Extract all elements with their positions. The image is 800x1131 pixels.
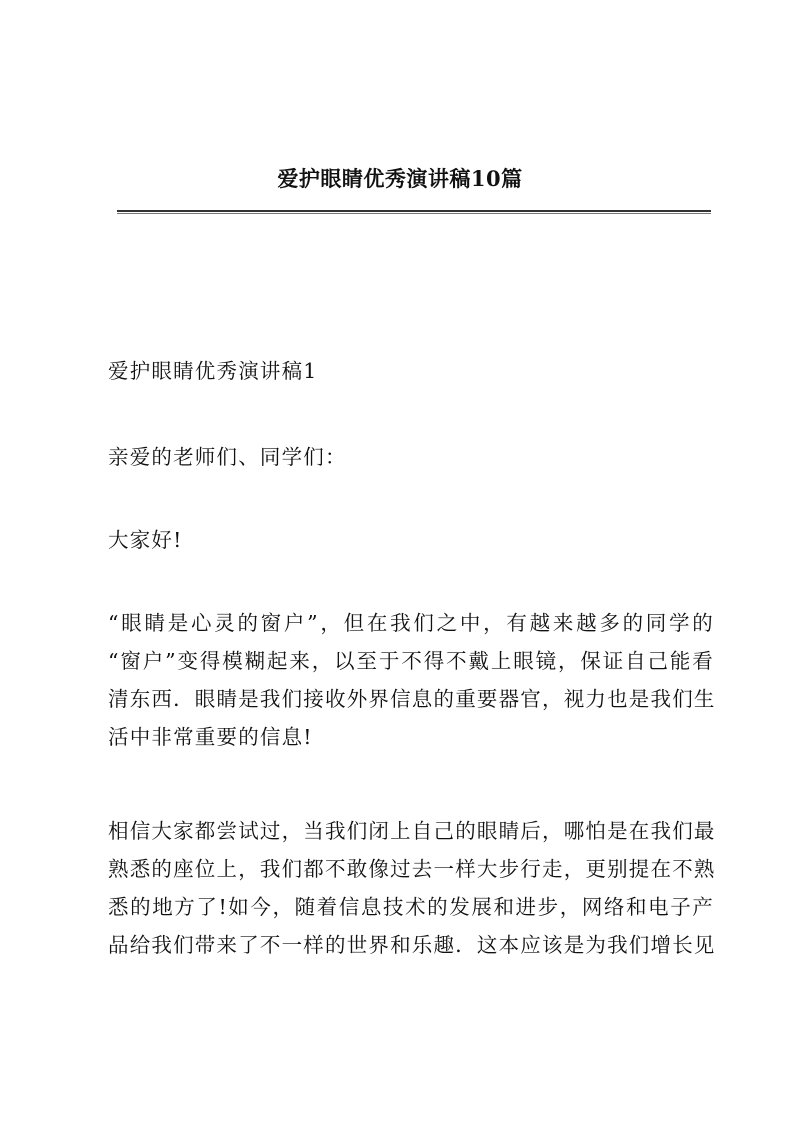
paragraph-1-line: 活中非常重要的信息! bbox=[108, 725, 313, 749]
paragraph-2 bbox=[108, 812, 714, 964]
paragraph-2-line: 品给我们带来了不一样的世界和乐趣．这本应该是为我们增长见 bbox=[108, 933, 716, 957]
section-heading: 爱护眼睛优秀演讲稿1 bbox=[108, 359, 318, 383]
paragraph-2-line: 熟悉的座位上，我们都不敢像过去一样大步行走，更别提在不熟 bbox=[108, 857, 716, 881]
salutation-line: 亲爱的老师们、同学们： bbox=[108, 445, 347, 469]
title-underline bbox=[117, 210, 711, 214]
paragraph-1-line: “窗户”变得模糊起来，以至于不得不戴上眼镜，保证自己能看 bbox=[108, 649, 714, 673]
paragraph-1 bbox=[108, 604, 714, 756]
paragraph-2-line: 悉的地方了!如今，随着信息技术的发展和进步，网络和电子产 bbox=[108, 895, 714, 919]
paragraph-1-line: “眼睛是心灵的窗户”，但在我们之中，有越来越多的同学的 bbox=[108, 611, 714, 635]
document-title: 爱护眼睛优秀演讲稿10篇 bbox=[277, 166, 523, 191]
paragraph-2-line: 相信大家都尝试过，当我们闭上自己的眼睛后，哪怕是在我们最 bbox=[108, 819, 716, 843]
paragraph-1-line: 清东西．眼睛是我们接收外界信息的重要器官，视力也是我们生 bbox=[108, 687, 716, 711]
greeting-line: 大家好! bbox=[108, 528, 183, 552]
